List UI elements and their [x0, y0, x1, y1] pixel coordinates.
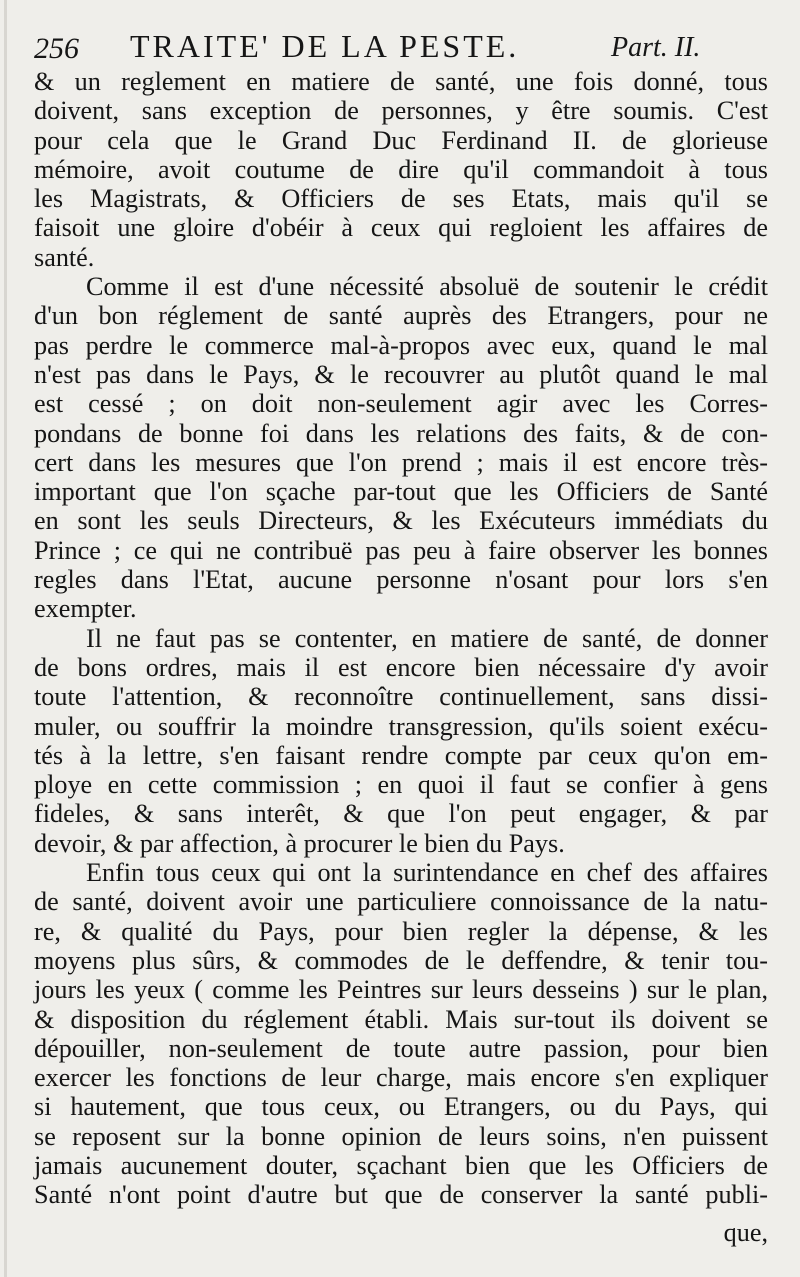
- text-line: santé.: [34, 242, 95, 272]
- text-line: de santé, doivent avoir une particuliere connoissance de la natu-: [34, 887, 768, 917]
- text-line: dépouiller, non-seulement de toute autre passion, pour bien: [34, 1033, 768, 1063]
- text-line: se reposent sur la bonne opinion de leurs soins, n'en puissent: [34, 1121, 768, 1151]
- text-line: est cessé ; on doit non-seulement agir avec les Corres-: [34, 389, 768, 419]
- paragraph-first-line: Il ne faut pas se contenter, en matiere de santé, de donner: [86, 623, 768, 653]
- text-line: exempter.: [34, 594, 137, 624]
- text-line: jours les yeux ( comme les Peintres sur leurs desseins ) sur le plan,: [34, 975, 768, 1005]
- text-line: Prince ; ce qui ne contribuë pas peu à faire observer les bonnes: [34, 535, 768, 565]
- text-line: re, & qualité du Pays, pour bien regler la dépense, & les: [34, 916, 768, 946]
- text-line: & disposition du réglement établi. Mais sur-tout ils doivent se: [34, 1004, 768, 1034]
- text-line: pour cela que le Grand Duc Ferdinand II. de glorieuse: [34, 125, 768, 155]
- text-line: devoir, & par affection, à procurer le bien du Pays.: [34, 828, 565, 858]
- text-line: toute l'attention, & reconnoître continuellement, sans dissi-: [34, 682, 768, 712]
- text-line: pondans de bonne foi dans les relations des faits, & de con-: [34, 418, 768, 448]
- page-gutter-edge: [4, 0, 7, 1277]
- text-line: cert dans les mesures que l'on prend ; mais il est encore très-: [34, 447, 768, 477]
- text-line: doivent, sans exception de personnes, y être soumis. C'est: [34, 96, 768, 126]
- text-line: tés à la lettre, s'en faisant rendre compte par ceux qu'on em-: [34, 740, 768, 770]
- text-line: exercer les fonctions de leur charge, mais encore s'en expliquer: [34, 1063, 768, 1093]
- text-line: d'un bon réglement de santé auprès des Etrangers, pour ne: [34, 301, 768, 331]
- text-line: Santé n'ont point d'autre but que de conserver la santé publi-: [34, 1180, 768, 1210]
- paragraph-first-line: Enfin tous ceux qui ont la surintendance en chef des affaires: [86, 858, 768, 888]
- running-title: TRAITE' DE LA PESTE.: [130, 28, 520, 64]
- text-line: & un reglement en matiere de santé, une fois donné, tous: [34, 67, 768, 96]
- text-line: regles dans l'Etat, aucune personne n'osant pour lors s'en: [34, 565, 768, 595]
- text-line: jamais aucunement douter, sçachant bien que les Officiers de: [34, 1150, 768, 1180]
- part-label: Part. II.: [611, 32, 701, 63]
- text-line: muler, ou souffrir la moindre transgression, qu'ils soient exécu-: [34, 711, 768, 741]
- text-line: moyens plus sûrs, & commodes de le deffendre, & tenir tou-: [34, 945, 768, 975]
- paragraph-first-line: Comme il est d'une nécessité absoluë de soutenir le crédit: [86, 272, 768, 302]
- text-line: si hautement, que tous ceux, ou Etrangers, ou du Pays, qui: [34, 1092, 768, 1122]
- text-line: en sont les seuls Directeurs, & les Exécuteurs immédiats du: [34, 506, 768, 536]
- text-line: de bons ordres, mais il est encore bien nécessaire d'y avoir: [34, 652, 768, 682]
- text-line: les Magistrats, & Officiers de ses Etats, mais qu'il se: [34, 184, 768, 214]
- text-line: n'est pas dans le Pays, & le recouvrer au plutôt quand le mal: [34, 359, 768, 389]
- running-header: [30, 28, 770, 68]
- page-number: 256: [34, 32, 79, 65]
- text-line: important que l'on sçache par-tout que les Officiers de Santé: [34, 477, 768, 507]
- body-text: [34, 67, 768, 1210]
- text-line: faisoit une gloire d'obéir à ceux qui regloient les affaires de: [34, 213, 768, 243]
- text-line: fideles, & sans interêt, & que l'on peut engager, & par: [34, 799, 768, 829]
- text-line: pas perdre le commerce mal-à-propos avec eux, quand le mal: [34, 330, 768, 360]
- text-line: mémoire, avoit coutume de dire qu'il commandoit à tous: [34, 154, 768, 184]
- catchword: que,: [723, 1218, 768, 1247]
- text-line: ploye en cette commission ; en quoi il faut se confier à gens: [34, 770, 768, 800]
